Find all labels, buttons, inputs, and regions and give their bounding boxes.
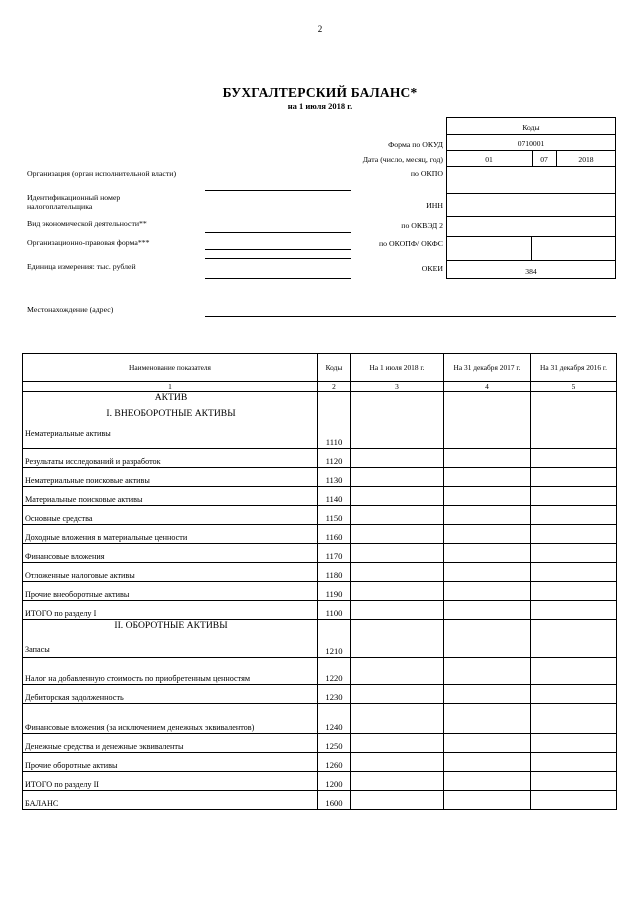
row-name: Материальные поисковые активы (23, 487, 318, 506)
table-row (23, 601, 617, 620)
okved-label: по ОКВЭД 2 (401, 221, 443, 230)
document-subtitle: на 1 июля 2018 г. (287, 101, 353, 111)
okopf-label: по ОКОПФ/ ОКФС (378, 239, 443, 248)
table-row (23, 734, 617, 753)
value-cell (444, 506, 531, 525)
table-row (23, 685, 617, 704)
balance-table (22, 353, 617, 810)
assets-title: АКТИВ (154, 392, 188, 403)
row-name: Прочие внеоборотные активы (23, 582, 318, 601)
table-row (23, 563, 617, 582)
table-row (23, 753, 617, 772)
col-number: 1 (23, 382, 318, 392)
table-row (23, 468, 617, 487)
header-col3: На 1 июля 2018 г. (351, 354, 444, 382)
location-label: Местонахождение (адрес) (27, 305, 114, 314)
header-name: Наименование показателя (23, 354, 318, 382)
value-cell (351, 544, 444, 563)
section1-title: I. ВНЕОБОРОТНЫЕ АКТИВЫ (106, 408, 236, 419)
value-cell (444, 525, 531, 544)
row-code: 1130 (318, 468, 351, 487)
table-row (23, 544, 617, 563)
value-cell (444, 468, 531, 487)
row-code: 1150 (318, 506, 351, 525)
value-cell (444, 658, 531, 685)
value-cell (531, 791, 617, 810)
inn-label: ИНН (426, 201, 443, 210)
row-code: 1100 (318, 601, 351, 620)
value-cell (351, 753, 444, 772)
col-number: 2 (318, 382, 351, 392)
value-cell (444, 563, 531, 582)
row-name: Денежные средства и денежные эквиваленты (23, 734, 318, 753)
value-cell (531, 487, 617, 506)
inn-desc-label: Идентификационный номер налогоплательщика (27, 193, 121, 211)
org-label: Организация (орган исполнительной власти) (27, 169, 177, 178)
row-code: 1240 (318, 704, 351, 734)
value-cell (351, 791, 444, 810)
value-cell (444, 544, 531, 563)
row-code: 1120 (318, 449, 351, 468)
row-code: 1260 (318, 753, 351, 772)
value-cell (531, 582, 617, 601)
activity-label: Вид экономической деятельности** (27, 219, 147, 228)
value-cell (531, 753, 617, 772)
section2-title: II. ОБОРОТНЫЕ АКТИВЫ (114, 620, 228, 631)
value-cell (444, 449, 531, 468)
row-name: Налог на добавленную стоимость по приобретенным ценностям (23, 658, 318, 685)
value-cell (444, 685, 531, 704)
value-cell (351, 563, 444, 582)
okud-code: 0710001 (517, 139, 545, 148)
unit-label: Единица измерения: тыс. рублей (27, 262, 136, 271)
row-name: БАЛАНС (23, 791, 318, 810)
document-title: БУХГАЛТЕРСКИЙ БАЛАНС* (222, 85, 418, 100)
value-cell (531, 544, 617, 563)
table-row (23, 704, 617, 734)
value-cell (531, 449, 617, 468)
row-code: 1180 (318, 563, 351, 582)
value-cell (531, 506, 617, 525)
value-cell (531, 601, 617, 620)
row-code: 1250 (318, 734, 351, 753)
value-cell (351, 601, 444, 620)
okud-label: Форма по ОКУД (388, 140, 443, 149)
row-code: 1600 (318, 791, 351, 810)
row-code: 1110 (318, 392, 351, 449)
row-name: Прочие оборотные активы (23, 753, 318, 772)
row-name: ИТОГО по разделу II (23, 772, 318, 791)
table-row (23, 658, 617, 685)
value-cell (351, 525, 444, 544)
row-name: ИТОГО по разделу I (23, 601, 318, 620)
date-day: 01 (485, 155, 493, 164)
table-row (23, 525, 617, 544)
value-cell (531, 658, 617, 685)
value-cell (351, 704, 444, 734)
value-cell (531, 734, 617, 753)
table-row (23, 506, 617, 525)
okei-code: 384 (525, 267, 537, 276)
row-name: Основные средства (23, 506, 318, 525)
row-name: Дебиторская задолженность (23, 685, 318, 704)
col-number: 5 (531, 382, 617, 392)
value-cell (531, 525, 617, 544)
date-month: 07 (540, 155, 548, 164)
row-name: Отложенные налоговые активы (23, 563, 318, 582)
value-cell (351, 658, 444, 685)
table-row (23, 487, 617, 506)
date-label: Дата (число, месяц, год) (362, 155, 443, 164)
row-name: Нематериальные поисковые активы (23, 468, 318, 487)
date-year: 2018 (578, 155, 594, 164)
table-row (23, 620, 617, 658)
value-cell (351, 449, 444, 468)
value-cell (351, 685, 444, 704)
okpo-label: по ОКПО (410, 169, 443, 178)
okei-label: ОКЕИ (421, 264, 443, 273)
value-cell (351, 582, 444, 601)
value-cell (351, 772, 444, 791)
value-cell (531, 704, 617, 734)
value-cell (444, 582, 531, 601)
table-row (23, 772, 617, 791)
value-cell (444, 487, 531, 506)
value-cell (444, 601, 531, 620)
row-name: Нематериальные активы (25, 429, 111, 438)
row-code: 1220 (318, 658, 351, 685)
value-cell (444, 704, 531, 734)
table-row (23, 449, 617, 468)
value-cell (444, 753, 531, 772)
col-number: 4 (444, 382, 531, 392)
row-code: 1190 (318, 582, 351, 601)
row-code: 1230 (318, 685, 351, 704)
row-name: Доходные вложения в материальные ценности (23, 525, 318, 544)
row-name: Результаты исследований и разработок (23, 449, 318, 468)
row-code: 1210 (318, 620, 351, 658)
value-cell (351, 506, 444, 525)
row-name: Финансовые вложения (за исключением денежных эквивалентов) (23, 704, 318, 734)
value-cell (531, 772, 617, 791)
row-name: Запасы (25, 645, 50, 654)
header-code: Коды (318, 354, 351, 382)
value-cell (351, 734, 444, 753)
row-name: Финансовые вложения (23, 544, 318, 563)
value-cell (531, 685, 617, 704)
header-col4: На 31 декабря 2017 г. (444, 354, 531, 382)
codes-header: Коды (522, 123, 540, 132)
value-cell (531, 563, 617, 582)
row-code: 1160 (318, 525, 351, 544)
table-row (23, 392, 617, 449)
value-cell (444, 772, 531, 791)
value-cell (444, 791, 531, 810)
table-row (23, 791, 617, 810)
col-number: 3 (351, 382, 444, 392)
page-number: 2 (317, 24, 323, 34)
table-row (23, 582, 617, 601)
value-cell (351, 487, 444, 506)
value-cell (531, 468, 617, 487)
row-code: 1200 (318, 772, 351, 791)
row-code: 1140 (318, 487, 351, 506)
row-code: 1170 (318, 544, 351, 563)
value-cell (351, 468, 444, 487)
legal-form-label: Организационно-правовая форма*** (27, 238, 150, 247)
header-col5: На 31 декабря 2016 г. (531, 354, 617, 382)
value-cell (444, 734, 531, 753)
